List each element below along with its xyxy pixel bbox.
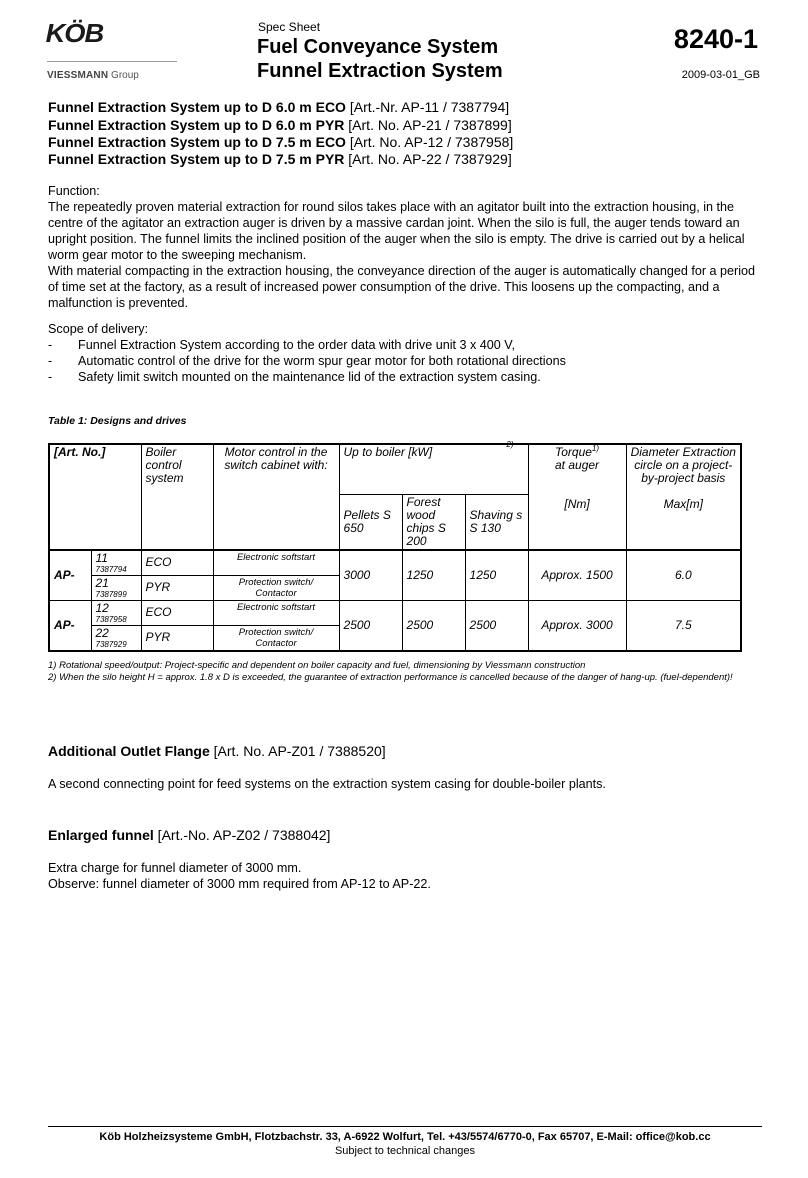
scope-section xyxy=(48,321,760,385)
funnel-section-title: Enlarged funnel [Art.-No. AP-Z02 / 7388042] xyxy=(48,827,331,843)
header-pellets: Pellets S 650 xyxy=(339,494,402,550)
header-up-to-boiler: Up to boiler [kW] 2) xyxy=(339,444,528,494)
motor-control-cell: Protection switch/ Contactor xyxy=(213,625,339,651)
flange-description: A second connecting point for feed systems on the extraction system casing for double-boiler plants. xyxy=(48,777,606,791)
boiler-control-cell: PYR xyxy=(141,625,213,651)
motor-control-cell: Electronic softstart xyxy=(213,600,339,625)
document-date: 2009-03-01_GB xyxy=(681,69,760,81)
viessmann-group-logo: VIESSMANN Group xyxy=(47,70,139,81)
table-caption: Table 1: Designs and drives xyxy=(48,415,187,427)
footer-company-info: Köb Holzheizsysteme GmbH, Flotzbachstr. 33, A-6922 Wolfurt, Tel. +43/5574/6770-0, Fax 65707, E-Mail: office@kob.cc xyxy=(99,1131,711,1143)
boiler-control-cell: ECO xyxy=(141,600,213,625)
list-item: - Safety limit switch mounted on the maintenance lid of the extraction system casing. xyxy=(48,370,541,384)
designs-table xyxy=(48,440,742,652)
kob-logo: KÖB xyxy=(45,18,104,48)
torque-cell: Approx. 1500 xyxy=(528,550,626,601)
footer-note: Subject to technical changes xyxy=(334,1145,476,1157)
shavings-cell: 1250 xyxy=(465,550,528,601)
pellets-cell: 3000 xyxy=(339,550,402,601)
header-boiler-control: Boiler control system xyxy=(141,444,213,550)
spec-sheet-label: Spec Sheet xyxy=(258,20,321,34)
list-item: - Funnel Extraction System according to the order data with drive unit 3 x 400 V, xyxy=(48,338,516,352)
boiler-control-cell: PYR xyxy=(141,575,213,600)
product-line: Funnel Extraction System up to D 7.5 m PYR [Art. No. AP-22 / 7387929] xyxy=(48,151,512,167)
function-heading: Function: xyxy=(48,184,100,198)
page-title-line1: Fuel Conveyance System xyxy=(257,36,499,58)
function-paragraph-1: The repeatedly proven material extraction for round silos takes place with an agitator built into the extraction housing, in the centre of the agitator an extraction auger is driven by a massive cardan joint. When the silo is full, the auger tends toward an upright position. The funnel limits the inclined position of the auger when the silo is empty. The drive is carried out by a helical worm gear motor to the sweeping mechanism. xyxy=(48,200,745,262)
forest-cell: 1250 xyxy=(402,550,465,601)
motor-control-cell: Protection switch/ Contactor xyxy=(213,575,339,600)
shavings-cell: 2500 xyxy=(465,600,528,651)
function-section xyxy=(48,183,760,311)
product-line: Funnel Extraction System up to D 7.5 m ECO [Art. No. AP-12 / 7387958] xyxy=(48,134,514,150)
page-title-line2: Funnel Extraction System xyxy=(257,60,503,82)
table-footnote: 2) When the silo height H = approx. 1.8 x D is exceeded, the guarantee of extraction performance is cancelled because of the danger of hang-up. (fuel-dependent)! xyxy=(48,672,733,683)
footer-divider xyxy=(48,1126,762,1127)
art-number-cell: 11 7387794 xyxy=(91,550,141,576)
group-prefix: AP- xyxy=(49,550,91,601)
header-art-no: [Art. No.] xyxy=(49,444,141,550)
funnel-line-1: Extra charge for funnel diameter of 3000 mm. xyxy=(48,861,302,875)
header-divider xyxy=(47,61,177,62)
art-number-cell: 12 7387958 xyxy=(91,600,141,625)
header-diameter: Diameter Extraction circle on a project-by-project basis Max[m] xyxy=(626,444,741,550)
function-paragraph-2: With material compacting in the extraction housing, the conveyance direction of the auger is automatically changed for a period of time set at the factory, as a result of increased power consumption of the drive. This loosens up the compacting, and a malfunction is prevented. xyxy=(48,264,756,310)
product-line: Funnel Extraction System up to D 6.0 m PYR [Art. No. AP-21 / 7387899] xyxy=(48,117,512,133)
document-number: 8240-1 xyxy=(673,24,758,54)
diameter-cell: 6.0 xyxy=(626,550,741,601)
list-item: - Automatic control of the drive for the worm spur gear motor for both rotational directions xyxy=(48,354,566,368)
header-forest-wood: Forest wood chips S 200 xyxy=(402,494,465,550)
diameter-cell: 7.5 xyxy=(626,600,741,651)
art-number-cell: 21 7387899 xyxy=(91,575,141,600)
header-motor-control: Motor control in the switch cabinet with: xyxy=(213,444,339,550)
header-shavings: Shaving s S 130 xyxy=(465,494,528,550)
torque-cell: Approx. 3000 xyxy=(528,600,626,651)
group-prefix: AP- xyxy=(49,600,91,651)
product-line: Funnel Extraction System up to D 6.0 m ECO [Art.-Nr. AP-11 / 7387794] xyxy=(48,99,510,115)
header-torque: Torque$^{1)}$ at auger [Nm] xyxy=(528,444,626,550)
funnel-description xyxy=(48,860,760,892)
table-footnote: 1) Rotational speed/output: Project-specific and dependent on boiler capacity and fuel, dimensioning by Viessmann construction xyxy=(48,660,586,671)
funnel-line-2: Observe: funnel diameter of 3000 mm required from AP-12 to AP-22. xyxy=(48,877,431,891)
pellets-cell: 2500 xyxy=(339,600,402,651)
motor-control-cell: Electronic softstart xyxy=(213,550,339,576)
forest-cell: 2500 xyxy=(402,600,465,651)
scope-heading: Scope of delivery: xyxy=(48,322,149,336)
art-number-cell: 22 7387929 xyxy=(91,625,141,651)
flange-section-title: Additional Outlet Flange [Art. No. AP-Z01 / 7388520] xyxy=(48,743,386,759)
boiler-control-cell: ECO xyxy=(141,550,213,576)
